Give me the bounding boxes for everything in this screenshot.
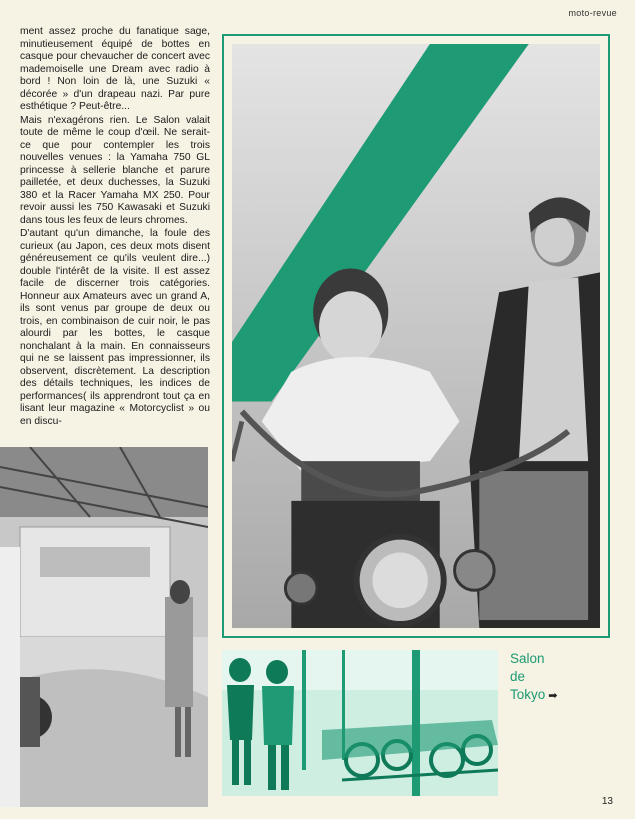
- arrow-right-icon: ➡: [548, 690, 558, 702]
- article-text: [20, 26, 210, 428]
- exhibition-hall-photo: [0, 447, 208, 807]
- caption-line-2: de: [510, 669, 526, 684]
- photo-caption: [510, 650, 558, 705]
- magazine-name: moto-revue: [568, 8, 617, 18]
- caption-line-3: Tokyo: [510, 687, 546, 702]
- caption-line-3-wrap: [510, 686, 558, 705]
- main-photo-frame: [222, 34, 610, 638]
- page-number: 13: [601, 796, 613, 807]
- paragraph-2: Mais n'exagérons rien. Le Salon valait toute de même le coup d'œil. Ne serait-ce que pour contempler les trois nouvelles venues : la Yamaha 750 GL princesse à sellerie blanche et parure pailletée, et deux duchesses, la Suzuki 380 et la Racer Yamaha MX 250. Pour revoir aussi les 750 Kawasaki et Suzuki dans tous les feux de leurs chromes.: [20, 114, 210, 226]
- child-on-motorcycle-photo: [232, 44, 600, 628]
- crowd-green-photo: [222, 650, 498, 796]
- paragraph-3: D'autant qu'un dimanche, la foule des curieux (au Japon, ces deux mots disent généreusement ce qu'ils veulent dire...) double l'intérêt de la visite. Il est assez facile de discerner trois catégories. Honneur aux Amateurs avec un grand A, ils sont venus par groupe de deux ou trois, en combinaison de cuir noir, le pas alourdi par les bottes, le casque nonchalant à la main. En connaisseurs qui ne se laissent pas impressionner, ils observent, discrètement. La description des détails techniques, les indices de performances( ils apprendront tout ça en lisant leur magazine « Motorcyclist » ou en discu-: [20, 228, 210, 427]
- caption-line-1: Salon: [510, 651, 545, 666]
- paragraph-1: ment assez proche du fanatique sage, minutieusement équipé de bottes en casque pour chevaucher de concert avec mademoiselle une Dream avec radio à bord ! Non loin de là, une Suzuki « décorée » d'un drapeau nazi. Par pure esthétique ? Peut-être...: [20, 26, 210, 112]
